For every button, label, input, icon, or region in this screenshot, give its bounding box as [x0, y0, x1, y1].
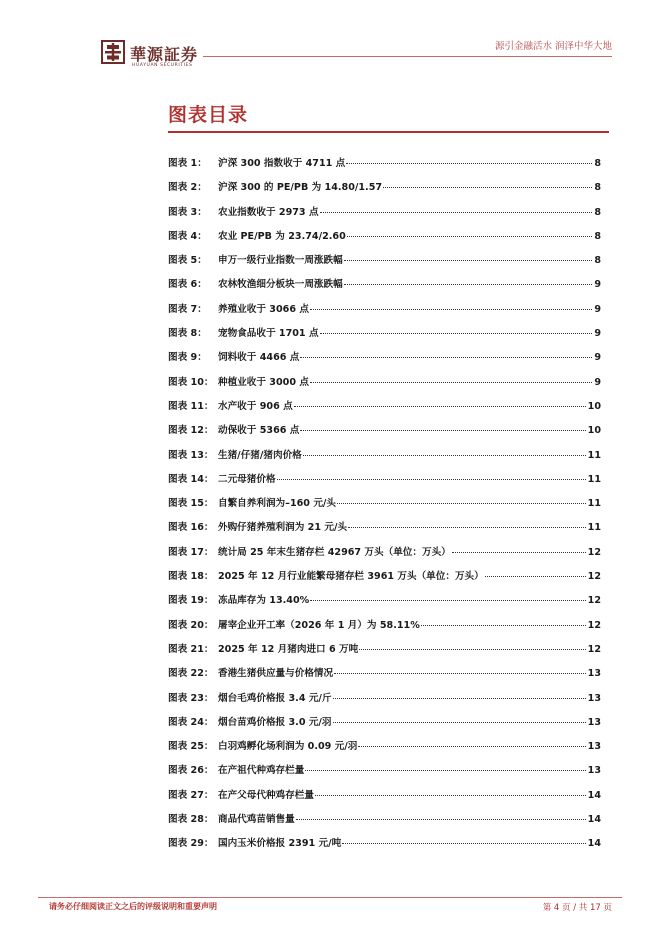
toc-figure-label: 图表 6：	[168, 279, 207, 291]
toc-leader-dots	[305, 770, 585, 771]
toc-leader-dots	[348, 527, 586, 528]
logo-english-name: HUAYUAN SECURITIES	[132, 63, 193, 68]
toc-figure-title: 烟台毛鸡价格报 3.4 元/斤	[218, 692, 332, 704]
toc-page-number: 8	[594, 230, 601, 242]
toc-entry[interactable]	[168, 204, 601, 228]
header-tagline: 源引金融活水 润泽中华大地	[494, 41, 612, 52]
toc-figure-title: 烟台苗鸡价格报 3.0 元/羽	[218, 716, 332, 728]
toc-leader-dots	[315, 795, 586, 796]
toc-page-number: 12	[587, 619, 601, 631]
toc-leader-dots	[342, 843, 585, 844]
toc-entry[interactable]	[168, 690, 601, 714]
toc-page-number: 11	[587, 498, 601, 510]
toc-entry[interactable]	[168, 325, 601, 349]
toc-figure-label: 图表 24：	[168, 716, 214, 728]
toc-entry[interactable]	[168, 495, 601, 519]
toc-page-number: 12	[587, 546, 601, 558]
toc-figure-title: 宠物食品收于 1701 点	[218, 328, 319, 340]
toc-leader-dots	[347, 236, 593, 237]
toc-figure-label: 图表 12：	[168, 425, 214, 437]
toc-leader-dots	[310, 309, 592, 310]
toc-page-number: 12	[587, 571, 601, 583]
toc-page-number: 10	[587, 400, 601, 412]
toc-figure-title: 冻品库存为 13.40%	[218, 595, 310, 607]
toc-page-number: 10	[587, 425, 601, 437]
toc-leader-dots	[359, 649, 585, 650]
company-logo	[101, 40, 211, 74]
toc-figure-title: 申万一级行业指数一周涨跌幅	[218, 255, 343, 267]
toc-figure-label: 图表 18：	[168, 571, 214, 583]
toc-figure-label: 图表 13：	[168, 449, 214, 461]
toc-entry[interactable]	[168, 422, 601, 446]
toc-entry[interactable]	[168, 544, 601, 568]
toc-entry[interactable]	[168, 276, 601, 300]
logo-seal-icon	[101, 40, 125, 64]
footer-disclaimer: 请务必仔细阅读正文之后的评级说明和重要声明	[49, 902, 217, 911]
toc-page-number: 8	[594, 182, 601, 194]
toc-figure-label: 图表 28：	[168, 814, 214, 826]
toc-entry[interactable]	[168, 447, 601, 471]
toc-figure-label: 图表 23：	[168, 692, 214, 704]
toc-figure-label: 图表 25：	[168, 741, 214, 753]
toc-page-number: 11	[587, 522, 601, 534]
toc-figure-label: 图表 4：	[168, 230, 207, 242]
toc-leader-dots	[383, 187, 592, 188]
toc-page-number: 8	[594, 206, 601, 218]
toc-leader-dots	[333, 698, 586, 699]
toc-figure-label: 图表 20：	[168, 619, 214, 631]
toc-page-number: 13	[587, 668, 601, 680]
toc-entry[interactable]	[168, 641, 601, 665]
toc-leader-dots	[344, 284, 593, 285]
toc-leader-dots	[300, 357, 592, 358]
toc-page-number: 13	[587, 692, 601, 704]
toc-figure-title: 国内玉米价格报 2391 元/吨	[218, 838, 342, 850]
toc-figure-label: 图表 10：	[168, 376, 214, 388]
toc-figure-title: 外购仔猪养殖利润为 21 元/头	[218, 522, 348, 534]
toc-figure-label: 图表 5：	[168, 255, 207, 267]
toc-entry[interactable]	[168, 665, 601, 689]
toc-figure-title: 动保收于 5366 点	[218, 425, 300, 437]
toc-entry[interactable]	[168, 471, 601, 495]
toc-entry[interactable]	[168, 349, 601, 373]
toc-figure-title: 白羽鸡孵化场利润为 0.09 元/羽	[218, 741, 358, 753]
toc-figure-label: 图表 19：	[168, 595, 214, 607]
toc-page-number: 12	[587, 643, 601, 655]
toc-figure-label: 图表 3：	[168, 206, 207, 218]
toc-entry[interactable]	[168, 787, 601, 811]
toc-figure-label: 图表 7：	[168, 303, 207, 315]
toc-page-number: 14	[587, 789, 601, 801]
toc-leader-dots	[320, 212, 593, 213]
toc-figure-title: 水产收于 906 点	[218, 400, 293, 412]
toc-figure-title: 屠宰企业开工率（2026 年 1 月）为 58.11%	[218, 619, 420, 631]
toc-figure-label: 图表 14：	[168, 473, 214, 485]
toc-page-number: 8	[594, 158, 601, 169]
toc-entry[interactable]	[168, 762, 601, 786]
toc-page-number: 13	[587, 741, 601, 753]
toc-figure-label: 图表 17：	[168, 546, 214, 558]
toc-leader-dots	[294, 406, 586, 407]
toc-leader-dots	[421, 625, 586, 626]
toc-entry[interactable]	[168, 398, 601, 422]
toc-figure-title: 在产祖代种鸡存栏量	[218, 765, 305, 777]
toc-page-number: 9	[594, 328, 601, 340]
toc-figure-title: 2025 年 12 月行业能繁母猪存栏 3961 万头（单位：万头）	[218, 571, 484, 583]
toc-entry[interactable]	[168, 617, 601, 641]
table-of-figures	[168, 155, 601, 860]
toc-page-number: 9	[594, 279, 601, 291]
toc-entry[interactable]	[168, 519, 601, 543]
toc-page-number: 8	[594, 255, 601, 267]
toc-figure-title: 二元母猪价格	[218, 473, 276, 485]
toc-figure-title: 在产父母代种鸡存栏量	[218, 789, 314, 801]
toc-page-number: 13	[587, 765, 601, 777]
toc-leader-dots	[300, 430, 585, 431]
page-number: 第 4 页 / 共 17 页	[542, 903, 612, 913]
toc-figure-title: 饲料收于 4466 点	[218, 352, 300, 364]
toc-figure-title: 养殖业收于 3066 点	[218, 303, 309, 315]
toc-figure-label: 图表 9：	[168, 352, 207, 364]
logo-name: 華源証券	[130, 45, 199, 64]
toc-entry[interactable]	[168, 374, 601, 398]
toc-figure-label: 图表 21：	[168, 643, 214, 655]
toc-figure-label: 图表 22：	[168, 668, 214, 680]
toc-page-number: 9	[594, 352, 601, 364]
toc-figure-title: 香港生猪供应量与价格情况	[218, 668, 334, 680]
toc-entry[interactable]	[168, 714, 601, 738]
toc-page-number: 11	[587, 473, 601, 485]
toc-entry[interactable]	[168, 811, 601, 835]
toc-entry[interactable]	[168, 179, 601, 203]
toc-entry[interactable]	[168, 228, 601, 252]
toc-figure-label: 图表 1：	[168, 158, 207, 169]
toc-page-number: 9	[594, 376, 601, 388]
toc-leader-dots	[358, 746, 585, 747]
toc-entry[interactable]	[168, 155, 601, 179]
toc-leader-dots	[344, 260, 593, 261]
title-divider	[168, 131, 609, 133]
toc-page-number: 9	[594, 303, 601, 315]
toc-page-number: 14	[587, 838, 601, 850]
toc-figure-label: 图表 27：	[168, 789, 214, 801]
toc-figure-title: 生猪/仔猪/猪肉价格	[218, 449, 302, 461]
toc-figure-title: 2025 年 12 月猪肉进口 6 万吨	[218, 643, 359, 655]
toc-figure-title: 沪深 300 指数收于 4711 点	[218, 158, 346, 169]
toc-leader-dots	[334, 673, 586, 674]
toc-figure-title: 种植业收于 3000 点	[218, 376, 309, 388]
toc-leader-dots	[485, 576, 586, 577]
toc-entry[interactable]	[168, 835, 601, 859]
toc-leader-dots	[320, 333, 593, 334]
toc-figure-title: 农林牧渔细分板块一周涨跌幅	[218, 279, 343, 291]
toc-entry[interactable]	[168, 592, 601, 616]
toc-leader-dots	[310, 382, 592, 383]
toc-leader-dots	[277, 479, 586, 480]
toc-leader-dots	[333, 722, 586, 723]
toc-figure-title: 沪深 300 的 PE/PB 为 14.80/1.57	[218, 182, 383, 194]
toc-figure-label: 图表 16：	[168, 522, 214, 534]
toc-figure-title: 农业指数收于 2973 点	[218, 206, 319, 218]
header-divider	[203, 56, 612, 57]
toc-page-number: 14	[587, 814, 601, 826]
toc-page-number: 12	[587, 595, 601, 607]
toc-page-number: 13	[587, 716, 601, 728]
toc-figure-label: 图表 15：	[168, 498, 214, 510]
page-title: 图表目录	[168, 104, 249, 126]
toc-entry[interactable]	[168, 568, 601, 592]
footer-divider	[38, 897, 622, 898]
toc-figure-title: 自繁自养利润为–160 元/头	[218, 498, 337, 510]
toc-figure-label: 图表 26：	[168, 765, 214, 777]
toc-leader-dots	[310, 600, 585, 601]
toc-entry[interactable]	[168, 738, 601, 762]
toc-leader-dots	[452, 552, 586, 553]
toc-entry[interactable]	[168, 252, 601, 276]
toc-leader-dots	[346, 163, 592, 164]
toc-leader-dots	[296, 819, 586, 820]
toc-figure-label: 图表 29：	[168, 838, 214, 850]
toc-leader-dots	[337, 503, 586, 504]
toc-figure-label: 图表 8：	[168, 328, 207, 340]
toc-figure-title: 统计局 25 年末生猪存栏 42967 万头（单位：万头）	[218, 546, 451, 558]
toc-figure-label: 图表 2：	[168, 182, 207, 194]
toc-figure-title: 农业 PE/PB 为 23.74/2.60	[218, 230, 346, 242]
toc-figure-label: 图表 11：	[168, 400, 214, 412]
toc-leader-dots	[303, 455, 586, 456]
toc-page-number: 11	[587, 449, 601, 461]
toc-entry[interactable]	[168, 301, 601, 325]
toc-figure-title: 商品代鸡苗销售量	[218, 814, 295, 826]
